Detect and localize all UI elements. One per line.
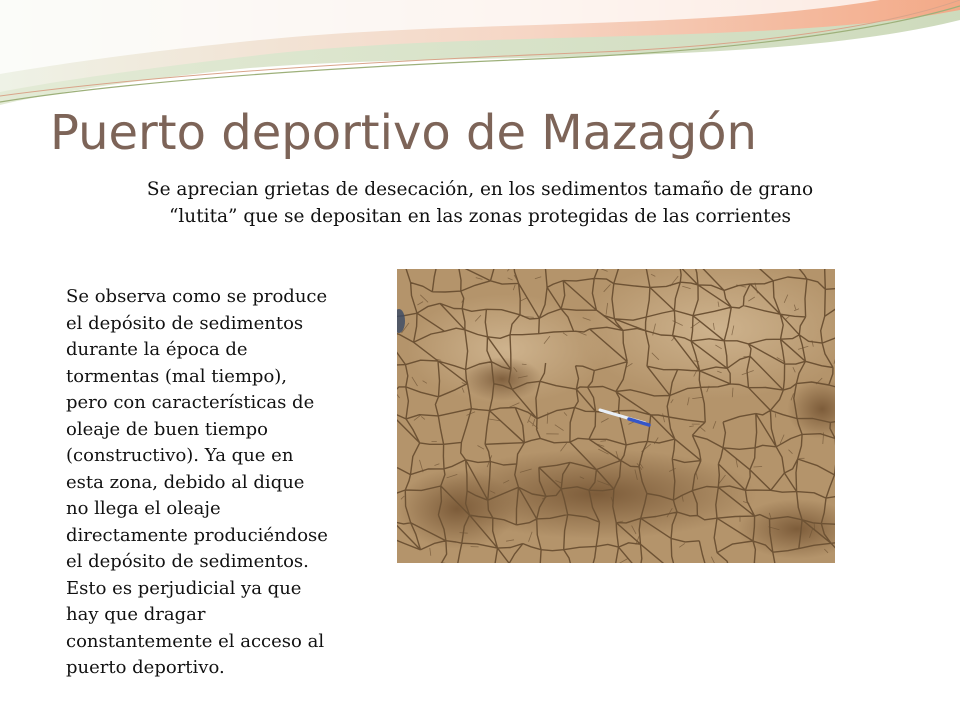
body-line: el depósito de sedimentos	[66, 312, 304, 334]
cracked-mud-photo	[397, 269, 835, 563]
slide-title: Puerto deportivo de Mazagón	[50, 105, 757, 161]
cracked-mud-image	[397, 269, 835, 563]
subtitle-line: “lutita” que se depositan en las zonas protegidas de las corrientes	[168, 206, 792, 227]
body-line: Esto es perjudicial ya que	[66, 577, 302, 599]
body-line: Se observa como se produce	[66, 286, 328, 307]
subtitle-line: Se aprecian grietas de desecación, en los sedimentos tamaño de grano	[146, 179, 814, 200]
body-line: hay que dragar	[66, 604, 206, 625]
body-line: constantemente el acceso al	[66, 630, 325, 652]
slide-subtitle	[40, 176, 920, 230]
body-line: (constructivo). Ya que en	[66, 445, 294, 466]
body-line: el depósito de sedimentos.	[66, 551, 309, 572]
body-line: durante la época de	[66, 339, 248, 360]
body-line: directamente produciéndose	[66, 524, 328, 546]
body-line: esta zona, debido al dique	[66, 471, 305, 493]
decorative-header-swoosh	[0, 0, 960, 110]
body-paragraph	[66, 284, 371, 682]
body-line: oleaje de buen tiempo	[66, 418, 268, 440]
body-line: puerto deportivo.	[66, 657, 225, 678]
body-line: tormentas (mal tiempo),	[66, 365, 288, 387]
body-line: no llega el oleaje	[66, 498, 221, 519]
body-line: pero con características de	[66, 392, 315, 413]
